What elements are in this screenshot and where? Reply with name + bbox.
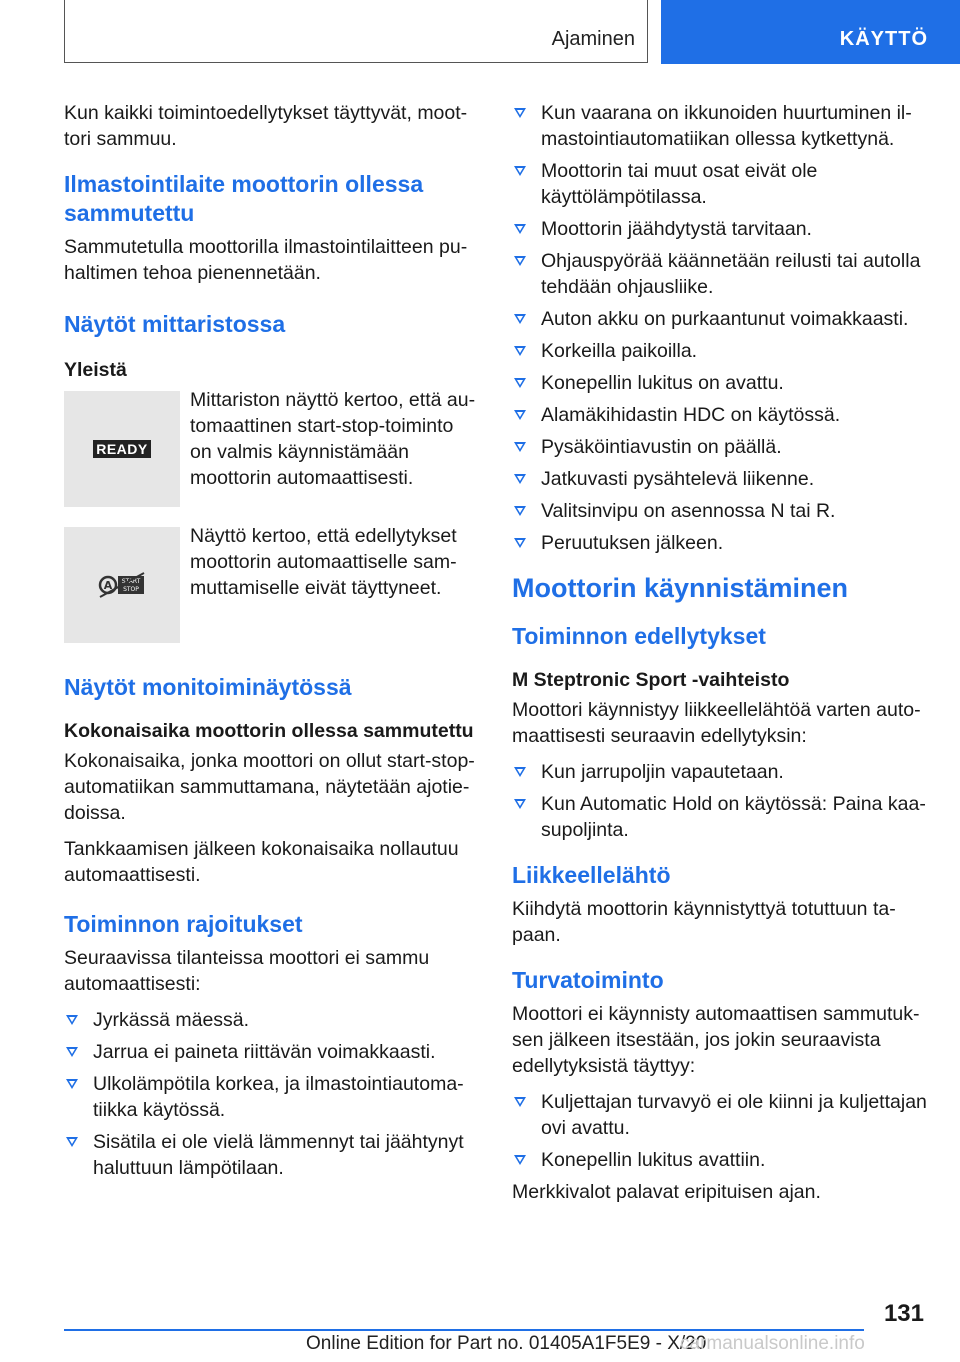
- page-number: 131: [883, 1300, 924, 1327]
- triangle-bullet-icon: [514, 166, 526, 176]
- safety-list: [512, 1089, 932, 1173]
- triangle-bullet-icon: [514, 538, 526, 548]
- limits-continued-list: [512, 100, 932, 556]
- list-item: Konepellin lukitus on avattu.: [512, 370, 932, 396]
- svg-text:STOP: STOP: [123, 586, 139, 593]
- heading-limits: Toiminnon rajoitukset: [64, 911, 303, 937]
- stop-indicator-row: [64, 527, 476, 643]
- limits-list: [64, 1007, 476, 1181]
- start-stop-off-indicator-image: [64, 527, 180, 643]
- total-time-paragraph-1: Kokonaisaika, jonka moottori on ollut start-stop-automatiikan sammuttamana, näytetään ajotiedoissa.: [64, 750, 475, 824]
- triangle-bullet-icon: [514, 506, 526, 516]
- triangle-bullet-icon: [514, 346, 526, 356]
- triangle-bullet-icon: [514, 314, 526, 324]
- triangle-bullet-icon: [514, 1155, 526, 1165]
- list-item: Alamäkihidastin HDC on käytössä.: [512, 402, 932, 428]
- heading-ac: Ilmastointilaite moottorin ollessa sammutettu: [64, 171, 424, 226]
- edition-text: Online Edition for Part no. 01405A1F5E9 - X/20: [306, 1333, 707, 1354]
- heading-general: Yleistä: [64, 359, 127, 381]
- start-stop-off-icon: [96, 570, 148, 600]
- ready-description: Mittariston näyttö kertoo, että automaattinen start-stop-toiminto on valmis käynnistämään moottorin automaattisesti.: [190, 389, 476, 489]
- section-title: Ajaminen: [551, 28, 635, 50]
- triangle-bullet-icon: [514, 442, 526, 452]
- steptronic-paragraph: Moottori käynnistyy liikkeellelähtöä varten automaattisesti seuraavin edellytyksin:: [512, 699, 921, 747]
- triangle-bullet-icon: [514, 378, 526, 388]
- ready-indicator-row: [64, 391, 476, 507]
- drive-off-paragraph: Kiihdytä moottorin käynnistyttyä totuttuun tapaan.: [512, 898, 896, 946]
- list-item: Ulkolämpötila korkea, ja ilmastointiautomatiikka käytössä.: [64, 1071, 476, 1123]
- triangle-bullet-icon: [514, 410, 526, 420]
- triangle-bullet-icon: [514, 256, 526, 266]
- heading-engine-start: Moottorin käynnistäminen: [512, 573, 849, 603]
- list-item: Kun jarrupoljin vapautetaan.: [512, 759, 932, 785]
- triangle-bullet-icon: [66, 1079, 78, 1089]
- intro-paragraph: Kun kaikki toimintoedellytykset täyttyvät, moottori sammuu.: [64, 102, 468, 150]
- ready-indicator-image: [64, 391, 180, 507]
- left-column: [64, 100, 476, 1187]
- list-item: Jarrua ei paineta riittävän voimakkaasti.: [64, 1039, 476, 1065]
- list-item: Auton akku on purkaantunut voimakkaasti.: [512, 306, 932, 332]
- list-item: Kun Automatic Hold on käytössä: Paina kaasupoljinta.: [512, 791, 932, 843]
- heading-monitor: Näytöt monitoiminäytössä: [64, 674, 352, 700]
- safety-paragraph: Moottori ei käynnisty automaattisen sammutuksen jälkeen itsestään, jos jokin seuraavista edellytyksistä täyttyy:: [512, 1003, 920, 1077]
- list-item: Jyrkässä mäessä.: [64, 1007, 476, 1033]
- total-time-paragraph-2: Tankkaamisen jälkeen kokonaisaika nollautuu automaattisesti.: [64, 838, 459, 886]
- heading-total-time: Kokonaisaika moottorin ollessa sammutettu: [64, 720, 474, 742]
- triangle-bullet-icon: [514, 474, 526, 484]
- ready-label: READY: [93, 440, 151, 458]
- triangle-bullet-icon: [514, 799, 526, 809]
- chapter-tab[interactable]: [661, 0, 960, 64]
- list-item: Jatkuvasti pysähtelevä liikenne.: [512, 466, 932, 492]
- triangle-bullet-icon: [514, 1097, 526, 1107]
- heading-steptronic: M Steptronic Sport -vaihteisto: [512, 669, 790, 691]
- heading-prerequisites: Toiminnon edellytykset: [512, 623, 766, 649]
- triangle-bullet-icon: [514, 108, 526, 118]
- stop-description: Näyttö kertoo, että edellytykset moottorin automaattiselle sammuttamiselle eivät täyttyneet.: [190, 525, 457, 599]
- svg-text:START: START: [121, 578, 141, 585]
- heading-safety: Turvatoiminto: [512, 967, 664, 993]
- list-item: Konepellin lukitus avattiin.: [512, 1147, 932, 1173]
- list-item: Moottorin tai muut osat eivät ole käyttölämpötilassa.: [512, 158, 932, 210]
- list-item: Sisätila ei ole vielä lämmennyt tai jäähtynyt haluttuun lämpötilaan.: [64, 1129, 476, 1181]
- triangle-bullet-icon: [66, 1137, 78, 1147]
- list-item: Pysäköintiavustin on päällä.: [512, 434, 932, 460]
- list-item: Peruutuksen jälkeen.: [512, 530, 932, 556]
- svg-text:A: A: [103, 579, 113, 592]
- list-item: Moottorin jäähdytystä tarvitaan.: [512, 216, 932, 242]
- heading-displays: Näytöt mittaristossa: [64, 311, 286, 337]
- triangle-bullet-icon: [66, 1047, 78, 1057]
- list-item: Valitsinvipu on asennossa N tai R.: [512, 498, 932, 524]
- chapter-title: KÄYTTÖ: [839, 28, 928, 50]
- list-item: Kun vaarana on ikkunoiden huurtuminen ilmastointiautomatiikan ollessa kytkettynä.: [512, 100, 932, 152]
- footer-divider: [64, 1329, 864, 1331]
- prerequisites-list: [512, 759, 932, 843]
- list-item: Korkeilla paikoilla.: [512, 338, 932, 364]
- triangle-bullet-icon: [514, 767, 526, 777]
- watermark: carmanualsonline.info: [680, 1333, 865, 1354]
- right-column: [512, 100, 932, 1215]
- list-item: Kuljettajan turvavyö ei ole kiinni ja kuljettajan ovi avattu.: [512, 1089, 932, 1141]
- triangle-bullet-icon: [66, 1015, 78, 1025]
- list-item: Ohjauspyörää käännetään reilusti tai autolla tehdään ohjausliike.: [512, 248, 932, 300]
- triangle-bullet-icon: [514, 224, 526, 234]
- heading-drive-off: Liikkeellelähtö: [512, 862, 671, 888]
- ac-paragraph: Sammutetulla moottorilla ilmastointilaitteen puhaltimen tehoa pienennetään.: [64, 236, 468, 284]
- header-box: [64, 0, 648, 63]
- warning-lights-paragraph: Merkkivalot palavat eripituisen ajan.: [512, 1181, 821, 1203]
- limits-paragraph: Seuraavissa tilanteissa moottori ei sammu automaattisesti:: [64, 947, 430, 995]
